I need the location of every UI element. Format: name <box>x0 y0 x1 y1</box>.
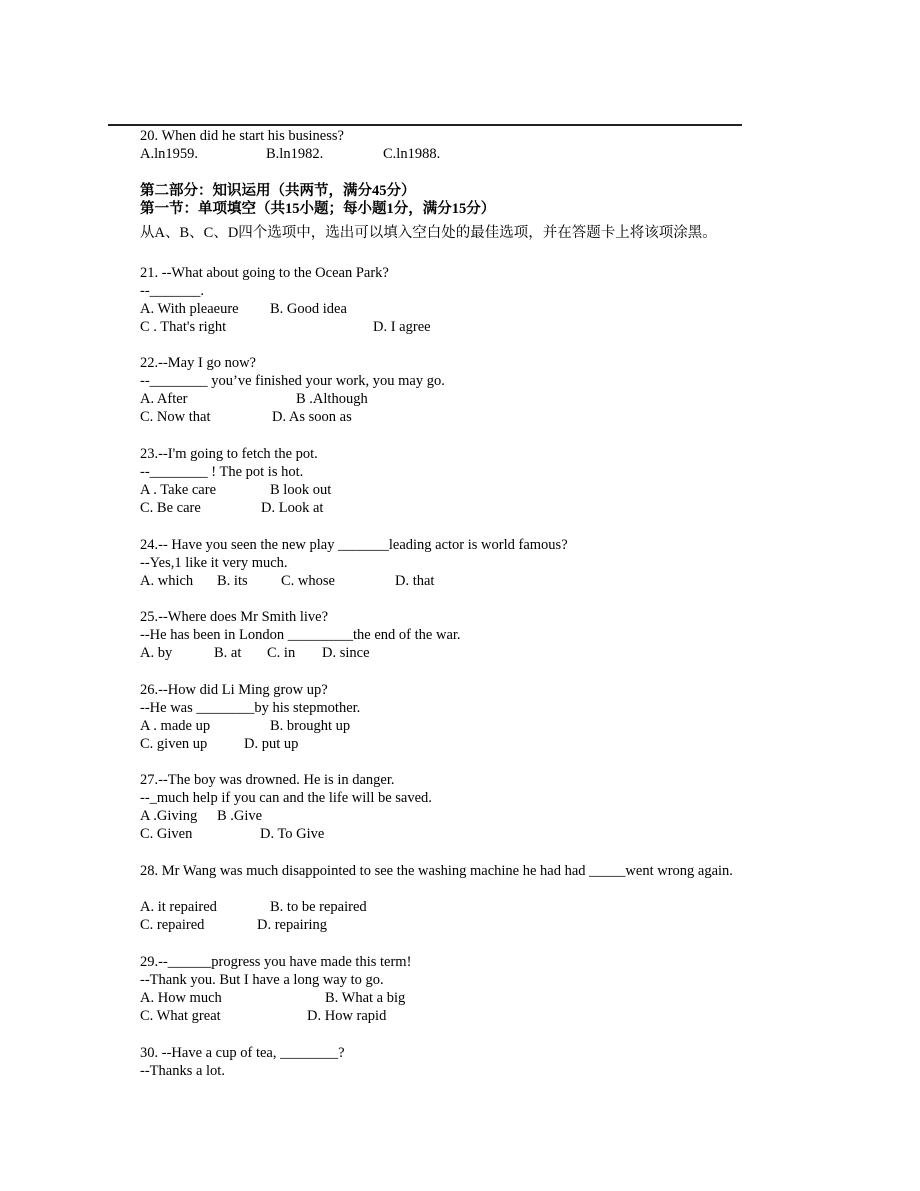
q24-line-1: 24.-- Have you seen the new play _______leading actor is world famous? <box>140 537 568 553</box>
q21-option-a: A. With pleaeure <box>140 301 239 317</box>
q28-paragraph: 28. Mr Wang was much disappointed to see the washing machine he had had _____went wrong again. <box>140 863 733 879</box>
q25-option-b: B. at <box>214 645 242 661</box>
section-title: 第一节：单项填空（共15小题；每小题1分，满分15分） <box>140 201 496 217</box>
q23-line-2: --________ ! The pot is hot. <box>140 464 304 480</box>
q22-option-a: A. After <box>140 391 188 407</box>
q21-line-2: --_______. <box>140 283 205 299</box>
q26-option-c: C. given up <box>140 736 208 752</box>
q30-line-2: --Thanks a lot. <box>140 1063 225 1079</box>
q21-line-1: 21. --What about going to the Ocean Park? <box>140 265 389 281</box>
q29-option-c: C. What great <box>140 1008 221 1024</box>
q27-option-a: A .Giving <box>140 808 198 824</box>
q25-option-d: D. since <box>322 645 370 661</box>
q20-option-c: C.ln1988. <box>383 146 441 162</box>
q28-option-c: C. repaired <box>140 917 205 933</box>
q22-option-c: C. Now that <box>140 409 211 425</box>
q27-option-b: B .Give <box>217 808 263 824</box>
q25-option-c: C. in <box>267 645 296 661</box>
q26-option-a: A . made up <box>140 718 211 734</box>
q26-option-b: B. brought up <box>270 718 351 734</box>
q28-option-d: D. repairing <box>257 917 328 933</box>
q29-option-a: A. How much <box>140 990 222 1006</box>
q23-option-d: D. Look at <box>261 500 324 516</box>
section-instruction: 从A、B、C、D四个选项中，选出可以填入空白处的最佳选项，并在答题卡上将该项涂黑。 <box>140 225 717 241</box>
q24-line-2: --Yes,1 like it very much. <box>140 555 288 571</box>
q21-option-b: B. Good idea <box>270 301 347 317</box>
q22-line-2: --________ you’ve finished your work, you may go. <box>140 373 445 389</box>
q22-option-b: B .Although <box>296 391 368 407</box>
q20-option-b: B.ln1982. <box>266 146 324 162</box>
q28-option-a: A. it repaired <box>140 899 217 915</box>
q23-option-b: B look out <box>270 482 332 498</box>
q27-line-1: 27.--The boy was drowned. He is in danger. <box>140 772 395 788</box>
q30-line-1: 30. --Have a cup of tea, ________? <box>140 1045 345 1061</box>
q27-option-c: C. Given <box>140 826 193 842</box>
q24-option-d: D. that <box>395 573 435 589</box>
q25-option-a: A. by <box>140 645 173 661</box>
q27-option-d: D. To Give <box>260 826 325 842</box>
q22-line-1: 22.--May I go now? <box>140 355 256 371</box>
q23-option-c: C. Be care <box>140 500 201 516</box>
q29-line-1: 29.--______progress you have made this term! <box>140 954 412 970</box>
q21-option-d: D. I agree <box>373 319 431 335</box>
q24-option-c: C. whose <box>281 573 335 589</box>
header-rule <box>108 124 742 126</box>
q26-line-2: --He was ________by his stepmother. <box>140 700 361 716</box>
q20-option-a: A.ln1959. <box>140 146 198 162</box>
q26-line-1: 26.--How did Li Ming grow up? <box>140 682 328 698</box>
part-title: 第二部分：知识运用（共两节，满分45分） <box>140 183 416 199</box>
q23-line-1: 23.--I'm going to fetch the pot. <box>140 446 318 462</box>
q23-option-a: A . Take care <box>140 482 217 498</box>
q24-option-a: A. which <box>140 573 194 589</box>
q27-line-2: --_much help if you can and the life will be saved. <box>140 790 432 806</box>
q29-option-b: B. What a big <box>325 990 406 1006</box>
q29-option-d: D. How rapid <box>307 1008 387 1024</box>
q28-option-b: B. to be repaired <box>270 899 367 915</box>
question-20-text: 20. When did he start his business? <box>140 128 344 144</box>
q25-line-1: 25.--Where does Mr Smith live? <box>140 609 329 625</box>
q29-line-2: --Thank you. But I have a long way to go. <box>140 972 384 988</box>
q22-option-d: D. As soon as <box>272 409 352 425</box>
q25-line-2: --He has been in London _________the end of the war. <box>140 627 461 643</box>
q26-option-d: D. put up <box>244 736 299 752</box>
q21-option-c: C . That's right <box>140 319 227 335</box>
q24-option-b: B. its <box>217 573 248 589</box>
